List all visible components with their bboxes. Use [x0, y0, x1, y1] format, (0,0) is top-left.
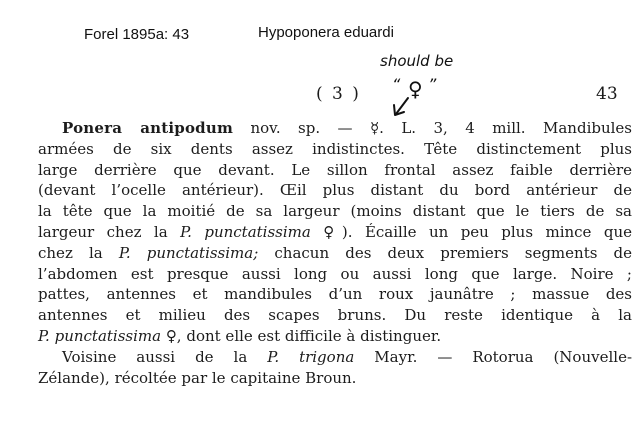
species-name-bold: Ponera antipodum: [62, 119, 234, 137]
text-line: antennes et milieu des scapes bruns. Du reste identique à la: [38, 306, 632, 325]
annotation-female-symbol: ♀: [408, 77, 423, 101]
taxon-italic: P. punctatissima;: [118, 243, 259, 262]
text-line: [38, 222, 632, 243]
species-description: [38, 118, 632, 388]
annotation-quote-close: ”: [428, 75, 437, 94]
text-line: [38, 118, 632, 139]
text-segment: Mayr. — Rotorua (Nouvelle-: [354, 347, 633, 366]
text-line: l’abdomen est presque aussi long ou aussi long que large. Noire ;: [38, 264, 632, 283]
species-label: Hypoponera eduardi: [258, 24, 394, 41]
text-segment: ♀, dont elle est difficile à distinguer.: [161, 326, 442, 345]
text-line: [38, 326, 632, 347]
text-line: pattes, antennes et mandibules d’un roux jaunâtre ; massue des: [38, 285, 632, 304]
annotation-quote-open: “: [392, 75, 401, 94]
text-line: Zélande), récoltée par le capitaine Broun.: [38, 368, 357, 387]
text-line: la tête que la moitié de sa largeur (moins distant que le tiers de sa: [38, 202, 632, 221]
text-line: [38, 347, 632, 368]
handwritten-annotation: [370, 52, 530, 122]
text-line: armées de six dents assez indistinctes. Tête distinctement plus: [38, 139, 632, 158]
section-number: ( 3 ): [316, 84, 361, 104]
text-segment: largeur chez la: [38, 222, 181, 241]
taxon-italic: P. punctatissima: [38, 326, 162, 345]
text-segment: chacun des deux premiers segments de: [258, 243, 633, 262]
text-segment: Voisine aussi de la: [62, 347, 268, 366]
text-line: [38, 243, 632, 264]
taxon-italic: P. punctatissima: [180, 222, 311, 241]
text-line: (devant l’ocelle antérieur). Œil plus distant du bord antérieur de: [38, 181, 632, 200]
text-segment: chez la: [38, 243, 119, 262]
annotation-drawing: [370, 52, 530, 122]
taxon-italic: P. trigona: [267, 347, 355, 366]
text-segment: ♀). Écaille un peu plus mince que: [310, 222, 632, 241]
annotation-should-be: should be: [380, 52, 454, 70]
citation-label: Forel 1895a: 43: [84, 26, 190, 43]
annotation-arrow-icon: [394, 98, 408, 115]
text-segment: nov. sp. — ☿. L. 3, 4 mill. Mandibules: [233, 119, 632, 137]
page-number: 43: [596, 84, 618, 104]
text-line: large derrière que devant. Le sillon frontal assez faible derrière: [38, 160, 632, 179]
